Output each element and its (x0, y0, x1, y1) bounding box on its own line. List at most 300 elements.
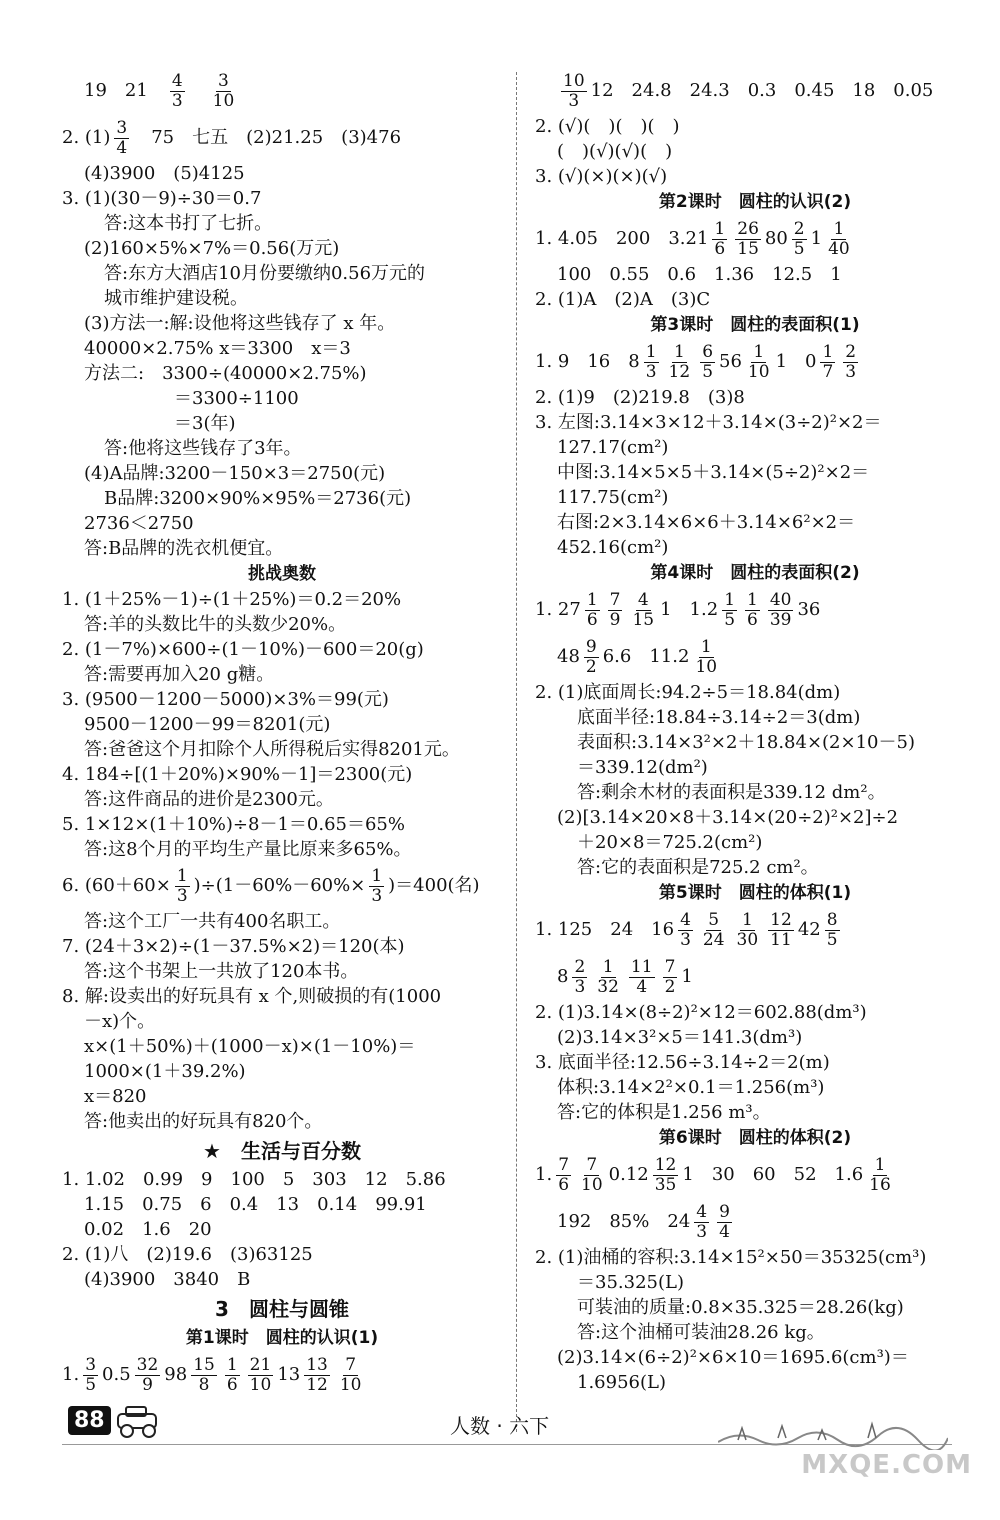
left-line (62, 212, 502, 236)
right-line (535, 756, 975, 780)
fraction-denominator: 30 (736, 929, 759, 950)
left-line (62, 1010, 502, 1034)
answer-text: 3 圆柱与圆锥 (215, 1297, 349, 1321)
fraction-numerator: 1 (714, 218, 726, 239)
fraction-denominator: 24 (702, 929, 725, 950)
fraction-denominator: 3 (371, 885, 383, 906)
right-line (535, 561, 975, 586)
answer-text: (4)3900 3840 B (84, 1269, 251, 1290)
answer-text: 56 (719, 351, 742, 372)
page-number: 88 (68, 1406, 111, 1435)
fraction-numerator: 1 (724, 589, 736, 610)
answer-text: 答:爸爸这个月扣除个人所得税后实得8201元。 (84, 739, 460, 760)
fraction-numerator: 1 (371, 865, 383, 886)
answer-text: 答:他卖出的好玩具有820个。 (84, 1111, 323, 1132)
left-line (62, 1193, 502, 1217)
left-line (62, 287, 502, 311)
right-line (535, 165, 975, 189)
right-line (535, 339, 975, 385)
fraction-denominator: 6 (586, 609, 598, 630)
answer-text: 9500－1200－99＝8201(元) (84, 714, 331, 735)
answer-text: ★ 生活与百分数 (203, 1139, 361, 1163)
fraction (717, 1203, 732, 1242)
answer-text: 3. (√)(×)(×)(√) (535, 166, 668, 187)
fraction-denominator: 3 (680, 929, 691, 950)
answer-text: (3)方法一:解:设他将这些钱存了 x 年。 (84, 313, 396, 334)
answer-text: 3. (9500－1200－5000)×3%＝99(元) (62, 689, 389, 710)
fraction-denominator: 10 (249, 1374, 272, 1395)
left-line (62, 638, 502, 662)
fraction-denominator: 35 (654, 1174, 677, 1195)
answer-text: 2736＜2750 (84, 513, 194, 534)
answer-text: 答:它的表面积是725.2 cm²。 (577, 857, 819, 878)
answer-text: 6. (60＋60× (62, 875, 171, 896)
fraction (712, 220, 727, 259)
fraction (768, 591, 794, 630)
fraction-denominator: 7 (822, 361, 834, 382)
fraction-denominator: 2 (664, 976, 676, 997)
left-line (62, 462, 502, 486)
fraction-numerator: 32 (136, 1354, 159, 1375)
answer-text: 452.16(cm²) (557, 537, 669, 558)
left-line (62, 813, 502, 837)
left-line (62, 68, 502, 114)
left-line (62, 688, 502, 712)
answer-text: 答:他将这些钱存了3年。 (104, 438, 302, 459)
answer-text: 3. 左图:3.14×3×12＋3.14×(3÷2)²×2＝ (535, 412, 882, 433)
fraction (701, 911, 727, 950)
answer-text: －x)个。 (84, 1011, 156, 1032)
answer-text: 第3课时 圆柱的表面积(1) (650, 315, 860, 335)
answer-text: 1. (1＋25%－1)÷(1＋25%)＝0.2＝20% (62, 589, 402, 610)
fraction-denominator: 15 (737, 238, 759, 259)
fraction-numerator: 4 (696, 1201, 708, 1222)
fraction-denominator: 11 (770, 929, 792, 950)
right-line (535, 587, 975, 633)
right-line (535, 313, 975, 338)
right-line (535, 1101, 975, 1125)
fraction (338, 1356, 364, 1395)
answer-text: 1. 1.02 0.99 9 100 5 303 12 5.86 (62, 1169, 446, 1190)
right-column (535, 68, 975, 1396)
answer-text: 方法二: 3300÷(40000×2.75%) (84, 363, 367, 384)
answer-text: 2. (1)3.14×(8÷2)²×12＝602.88(dm³) (535, 1002, 867, 1023)
answer-text: (2)3.14×(6÷2)²×6×10＝1695.6(cm³)＝ (557, 1347, 909, 1368)
left-line (62, 1060, 502, 1084)
answer-text: 0.5 (102, 1364, 131, 1385)
left-line (62, 663, 502, 687)
fraction-numerator: 13 (306, 1354, 328, 1375)
answer-text: x＝820 (84, 1086, 147, 1107)
answer-text: 答:这8个月的平均生产量比原来多65%。 (84, 839, 412, 860)
answer-text: 表面积:3.14×3²×2＋18.84×(2×10－5) (577, 732, 915, 753)
fraction (595, 958, 621, 997)
fraction (768, 911, 794, 950)
answer-text: 1. 4.05 200 3.21 (535, 228, 709, 249)
right-line (535, 634, 975, 680)
answer-text: 底面半径:18.84÷3.14÷2＝3(dm) (577, 707, 861, 728)
left-line (62, 115, 502, 161)
left-line (62, 588, 502, 612)
fraction-denominator: 5 (85, 1374, 97, 1395)
fraction (304, 1356, 330, 1395)
left-column (62, 68, 502, 1399)
fraction-denominator: 5 (826, 929, 838, 950)
left-line (62, 738, 502, 762)
answer-text (189, 79, 207, 103)
right-line (535, 436, 975, 460)
fraction-denominator: 3 (176, 885, 188, 906)
fraction-numerator: 3 (218, 70, 229, 91)
answer-text: 1. 125 24 16 (535, 919, 675, 940)
left-line (62, 337, 502, 361)
fraction (867, 1156, 893, 1195)
fraction-numerator: 1 (874, 1154, 886, 1175)
answer-text: 答:羊的头数比牛的头数少20%。 (84, 614, 347, 635)
fraction-denominator: 40 (828, 238, 850, 259)
right-line (535, 706, 975, 730)
right-line (535, 1346, 975, 1370)
right-line (535, 1026, 975, 1050)
answer-text: ( )(√)(√)( ) (557, 141, 673, 162)
left-line (62, 788, 502, 812)
answer-text: 第5课时 圆柱的体积(1) (658, 883, 852, 903)
fraction-numerator: 2 (574, 956, 586, 977)
fraction (667, 343, 693, 382)
left-line (62, 262, 502, 286)
right-line (535, 68, 975, 114)
fraction-numerator: 11 (630, 956, 653, 977)
fraction (369, 867, 384, 906)
right-line (535, 1001, 975, 1025)
right-line (535, 1371, 975, 1395)
right-line (535, 731, 975, 755)
right-line (535, 1076, 975, 1100)
fraction-numerator: 3 (116, 117, 128, 138)
fraction-numerator: 4 (680, 909, 691, 930)
left-line (62, 1326, 502, 1351)
fraction-numerator: 1 (586, 589, 598, 610)
answer-text: 答:B品牌的洗衣机便宜。 (84, 538, 284, 559)
left-line (62, 487, 502, 511)
fraction-denominator: 6 (226, 1374, 238, 1395)
fraction-numerator: 4 (171, 70, 183, 91)
left-line (62, 935, 502, 959)
left-line (62, 512, 502, 536)
answer-text: 40000×2.75% x＝3300 x＝3 (84, 338, 351, 359)
left-line (62, 162, 502, 186)
fraction-denominator: 4 (116, 137, 128, 158)
fraction-denominator: 39 (769, 609, 792, 630)
right-line (535, 681, 975, 705)
right-line (535, 856, 975, 880)
right-line (535, 1051, 975, 1075)
fraction (694, 1203, 709, 1242)
fraction-denominator: 9 (142, 1374, 153, 1395)
right-line (535, 1126, 975, 1151)
fraction (735, 911, 761, 950)
left-line (62, 1218, 502, 1242)
right-line (535, 536, 975, 560)
right-line (535, 1152, 975, 1198)
fraction-numerator: 1 (700, 636, 712, 657)
answer-text: 1. (535, 1164, 553, 1185)
left-line (62, 863, 502, 909)
answer-text: 5. 1×12×(1＋10%)÷8－1＝0.65＝65% (62, 814, 405, 835)
left-line (62, 1035, 502, 1059)
fraction (693, 638, 719, 677)
fraction (572, 958, 587, 997)
answer-text: )÷(1－60%－60%× (193, 875, 366, 896)
right-line (535, 511, 975, 535)
left-line (62, 1168, 502, 1192)
fraction-denominator: 32 (597, 976, 619, 997)
fraction-numerator: 1 (176, 865, 188, 886)
fraction-numerator: 4 (637, 589, 649, 610)
fraction (114, 119, 129, 158)
answer-text: 42 (797, 919, 821, 940)
answer-text: 答:剩余木材的表面积是339.12 dm²。 (577, 782, 886, 803)
answer-text: 1 (681, 966, 693, 987)
right-line (535, 1246, 975, 1270)
answer-text: 2. (1)9 (2)219.8 (3)8 (535, 387, 745, 408)
answer-text: ＝3(年) (84, 413, 236, 434)
fraction-denominator: 8 (198, 1374, 210, 1395)
left-line (62, 838, 502, 862)
fraction (629, 958, 655, 997)
fraction-numerator: 1 (833, 218, 845, 239)
fraction-numerator: 12 (770, 909, 792, 930)
left-line (62, 312, 502, 336)
right-line (535, 216, 975, 262)
fraction-denominator: 10 (212, 90, 235, 111)
fraction-denominator: 6 (558, 1174, 570, 1195)
answer-text: (2)3.14×3²×5＝141.3(dm³) (557, 1027, 803, 1048)
answer-text: ＝3300÷1100 (84, 388, 299, 409)
fraction (843, 343, 858, 382)
fraction-numerator: 1 (673, 341, 685, 362)
right-line (535, 881, 975, 906)
car-icon (112, 1404, 164, 1440)
fraction-numerator: 1 (747, 589, 758, 610)
fraction (561, 72, 587, 111)
right-line (535, 781, 975, 805)
fraction-numerator: 1 (741, 909, 753, 930)
fraction-denominator: 10 (747, 361, 770, 382)
answer-text: )＝400(名) (388, 875, 480, 896)
answer-text: 4. 184÷[(1＋20%)×90%－1]＝2300(元) (62, 764, 413, 785)
left-line (62, 1268, 502, 1292)
fraction-numerator: 1 (645, 341, 657, 362)
answer-text: 0.02 1.6 20 (84, 1219, 212, 1240)
fraction-denominator: 4 (636, 976, 648, 997)
answer-text: 0.12 (608, 1164, 649, 1185)
fraction (663, 958, 678, 997)
answer-text: 98 (164, 1364, 188, 1385)
answer-text: 可装油的质量:0.8×35.325＝28.26(kg) (577, 1297, 904, 1318)
fraction-numerator: 9 (585, 636, 597, 657)
fraction-denominator: 3 (568, 90, 580, 111)
answer-text: 75 七五 (2)21.25 (3)476 (133, 127, 402, 148)
answer-text: (4)3900 (5)4125 (84, 163, 245, 184)
left-line (62, 1085, 502, 1109)
answer-text: 8 (557, 966, 569, 987)
right-line (535, 1271, 975, 1295)
answer-text: (4)A品牌:3200－150×3＝2750(元) (84, 463, 386, 484)
fraction-denominator: 2 (585, 656, 597, 677)
right-line (535, 486, 975, 510)
fraction (722, 591, 737, 630)
answer-text: 答:这个书架上一共放了120本书。 (84, 961, 359, 982)
fraction-numerator: 21 (249, 1354, 272, 1375)
answer-text: 1. (62, 1364, 80, 1385)
answer-text: 1 30 60 52 1.6 (682, 1164, 864, 1185)
answer-text: ＋20×8＝725.2(cm²) (577, 832, 763, 853)
fraction-denominator: 5 (702, 361, 714, 382)
fraction-numerator: 1 (226, 1354, 238, 1375)
fraction (746, 343, 772, 382)
fraction (735, 220, 761, 259)
answer-text: 1.6956(L) (577, 1372, 666, 1393)
fraction (211, 72, 237, 111)
left-line (62, 1243, 502, 1267)
answer-text: 2. (1)油桶的容积:3.14×15²×50＝35325(cm³) (535, 1247, 927, 1268)
answer-text: 1 0 (775, 351, 817, 372)
answer-text: 2. (1)八 (2)19.6 (3)63125 (62, 1244, 313, 1265)
right-line (535, 461, 975, 485)
column-divider (516, 72, 517, 1432)
answer-text: ＝339.12(dm²) (577, 757, 708, 778)
fraction-numerator: 1 (753, 341, 765, 362)
fraction-numerator: 7 (609, 589, 621, 610)
fraction (248, 1356, 274, 1395)
grass-icon (718, 1400, 948, 1450)
answer-text: 答:这个油桶可装油28.26 kg。 (577, 1322, 825, 1343)
answer-text: 117.75(cm²) (557, 487, 669, 508)
answer-text: 城市维护建设税。 (104, 288, 248, 309)
answer-text: 挑战奥数 (248, 564, 316, 584)
fraction (83, 1356, 98, 1395)
answer-text: 2. (√)( )( )( ) (535, 116, 680, 137)
fraction (644, 343, 659, 382)
answer-text: 36 (797, 599, 821, 620)
fraction (585, 591, 600, 630)
fraction-denominator: 10 (581, 1174, 603, 1195)
right-line (535, 190, 975, 215)
answer-text: 答:这本书打了七折。 (104, 213, 273, 234)
answer-text: 答:这件商品的进价是2300元。 (84, 789, 334, 810)
fraction-numerator: 26 (737, 218, 759, 239)
answer-text: 第6课时 圆柱的体积(2) (658, 1128, 852, 1148)
fraction-numerator: 1 (822, 341, 834, 362)
answer-text: 1. 9 16 8 (535, 351, 640, 372)
answer-text: 答:这个工厂一共有400名职工。 (84, 911, 341, 932)
answer-text: 2. (1) (62, 127, 111, 148)
answer-text: 2. (1)A (2)A (3)C (535, 289, 711, 310)
fraction-numerator: 15 (193, 1354, 215, 1375)
footer-label: 人数 · 六下 (450, 1414, 550, 1438)
fraction-numerator: 7 (586, 1154, 598, 1175)
fraction (678, 911, 693, 950)
right-line (535, 1321, 975, 1345)
fraction-numerator: 10 (563, 70, 585, 91)
right-line (535, 411, 975, 435)
answer-text: 答:东方大酒店10月份要缴纳0.56万元的 (104, 263, 426, 284)
answer-text: 右图:2×3.14×6×6＋3.14×6²×2＝ (557, 512, 856, 533)
answer-text: 1000×(1＋39.2%) (84, 1061, 246, 1082)
answer-text: 2. (1)底面周长:94.2÷5＝18.84(dm) (535, 682, 841, 703)
answer-text: 12 24.8 24.3 0.3 0.45 18 0.05 (590, 80, 934, 101)
fraction-denominator: 10 (695, 656, 718, 677)
left-line (62, 763, 502, 787)
left-line (62, 1293, 502, 1325)
right-line (535, 954, 975, 1000)
answer-text: 192 85% 24 (557, 1211, 691, 1232)
left-line (62, 437, 502, 461)
fraction-denominator: 6 (714, 238, 726, 259)
answer-text: 1. 27 (535, 599, 581, 620)
right-line (535, 1296, 975, 1320)
fraction (556, 1156, 571, 1195)
fraction-denominator: 15 (632, 609, 655, 630)
answer-text: 答:它的体积是1.256 m³。 (557, 1102, 771, 1123)
right-line (535, 907, 975, 953)
fraction (700, 343, 715, 382)
answer-text: 3. 底面半径:12.56÷3.14÷2＝2(m) (535, 1052, 830, 1073)
fraction (820, 343, 835, 382)
fraction (191, 1356, 217, 1395)
left-line (62, 362, 502, 386)
answer-text: 中图:3.14×5×5＋3.14×(5÷2)²×2＝ (557, 462, 870, 483)
left-line (62, 713, 502, 737)
fraction-numerator: 7 (558, 1154, 570, 1175)
answer-text: 1.15 0.75 6 0.4 13 0.14 99.91 (84, 1194, 427, 1215)
right-line (535, 288, 975, 312)
fraction-numerator: 5 (708, 909, 720, 930)
right-line (535, 263, 975, 287)
right-line (535, 806, 975, 830)
fraction (175, 867, 190, 906)
left-line (62, 237, 502, 261)
answer-text: 1 1.2 (660, 599, 719, 620)
watermark: MXQE.COM (801, 1450, 972, 1480)
answer-text: 第4课时 圆柱的表面积(2) (650, 563, 860, 583)
fraction-denominator: 16 (869, 1174, 891, 1195)
right-line (535, 115, 975, 139)
fraction (579, 1156, 605, 1195)
fraction-numerator: 3 (85, 1354, 97, 1375)
answer-text: 体积:3.14×2²×0.1＝1.256(m³) (557, 1077, 825, 1098)
fraction (826, 220, 852, 259)
fraction (792, 220, 807, 259)
fraction (608, 591, 623, 630)
answer-text: 100 0.55 0.6 1.36 12.5 1 (557, 264, 842, 285)
answer-text: 1 (810, 228, 823, 249)
fraction-numerator: 2 (845, 341, 857, 362)
fraction-numerator: 6 (702, 341, 714, 362)
fraction (584, 638, 599, 677)
right-line (535, 831, 975, 855)
fraction-denominator: 5 (724, 609, 736, 630)
answer-text: 答:需要再加入20 g糖。 (84, 664, 275, 685)
fraction-denominator: 3 (845, 361, 857, 382)
fraction (170, 72, 185, 111)
answer-text: 2. (1－7%)×600÷(1－10%)－600＝20(g) (62, 639, 424, 660)
fraction (745, 591, 760, 630)
fraction-denominator: 12 (668, 361, 691, 382)
fraction-numerator: 9 (719, 1201, 730, 1222)
answer-text: 第2课时 圆柱的认识(2) (658, 192, 852, 212)
